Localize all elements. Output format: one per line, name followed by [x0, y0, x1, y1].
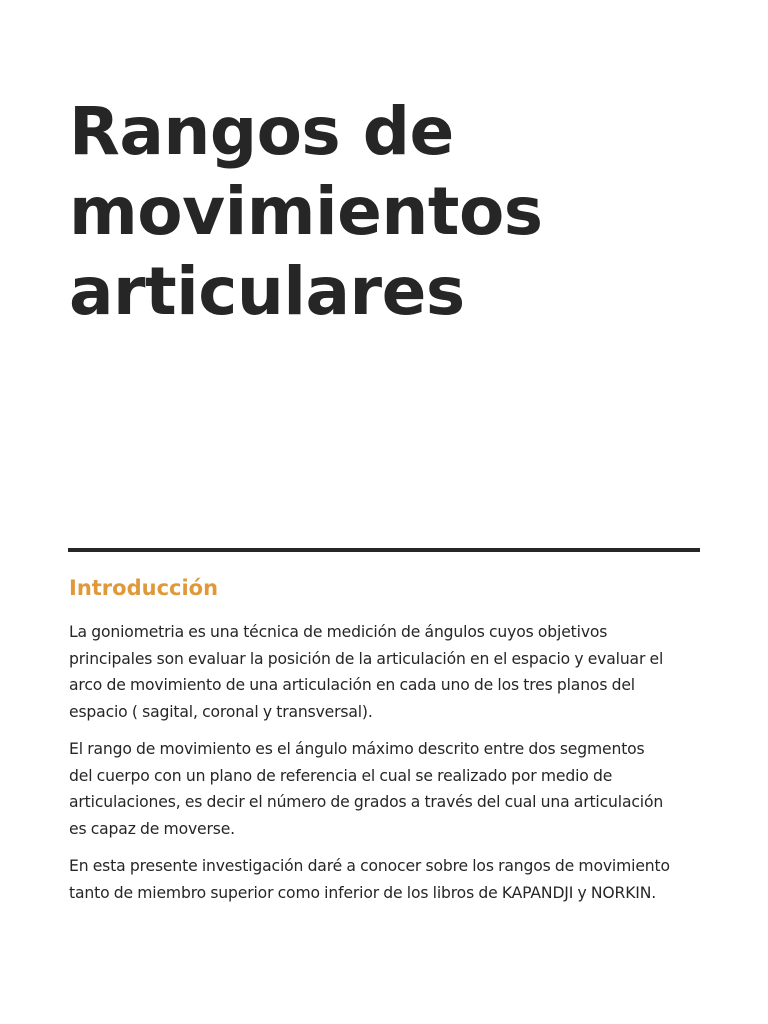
section-heading: Introducción: [69, 576, 219, 600]
title-line: articulares: [69, 253, 465, 330]
paragraph: [69, 619, 709, 725]
paragraph-line: arco de movimiento de una articulación en cada uno de los tres planos del: [69, 676, 635, 694]
paragraph-line: El rango de movimiento es el ángulo máximo descrito entre dos segmentos: [69, 740, 645, 758]
title-line: movimientos: [69, 173, 543, 250]
paragraph-line: es capaz de moverse.: [69, 819, 235, 838]
section-body: [69, 619, 709, 917]
paragraph-line: espacio ( sagital, coronal y transversal).: [69, 702, 373, 721]
title-line: Rangos de: [69, 93, 454, 170]
paragraph-line: La goniometria es una técnica de medición de ángulos cuyos objetivos: [69, 623, 608, 641]
page-title: [69, 92, 709, 332]
paragraph: [69, 853, 709, 906]
paragraph-line: principales son evaluar la posición de la articulación en el espacio y evaluar el: [69, 649, 664, 668]
paragraph-line: articulaciones, es decir el número de grados a través del cual una articulación: [69, 793, 664, 811]
paragraph-line: del cuerpo con un plano de referencia el cual se realizado por medio de: [69, 766, 613, 785]
paragraph: [69, 736, 709, 842]
section-divider: [68, 548, 700, 552]
paragraph-line: tanto de miembro superior como inferior de los libros de KAPANDJI y NORKIN.: [69, 883, 657, 902]
paragraph-line: En esta presente investigación daré a conocer sobre los rangos de movimiento: [69, 857, 670, 875]
